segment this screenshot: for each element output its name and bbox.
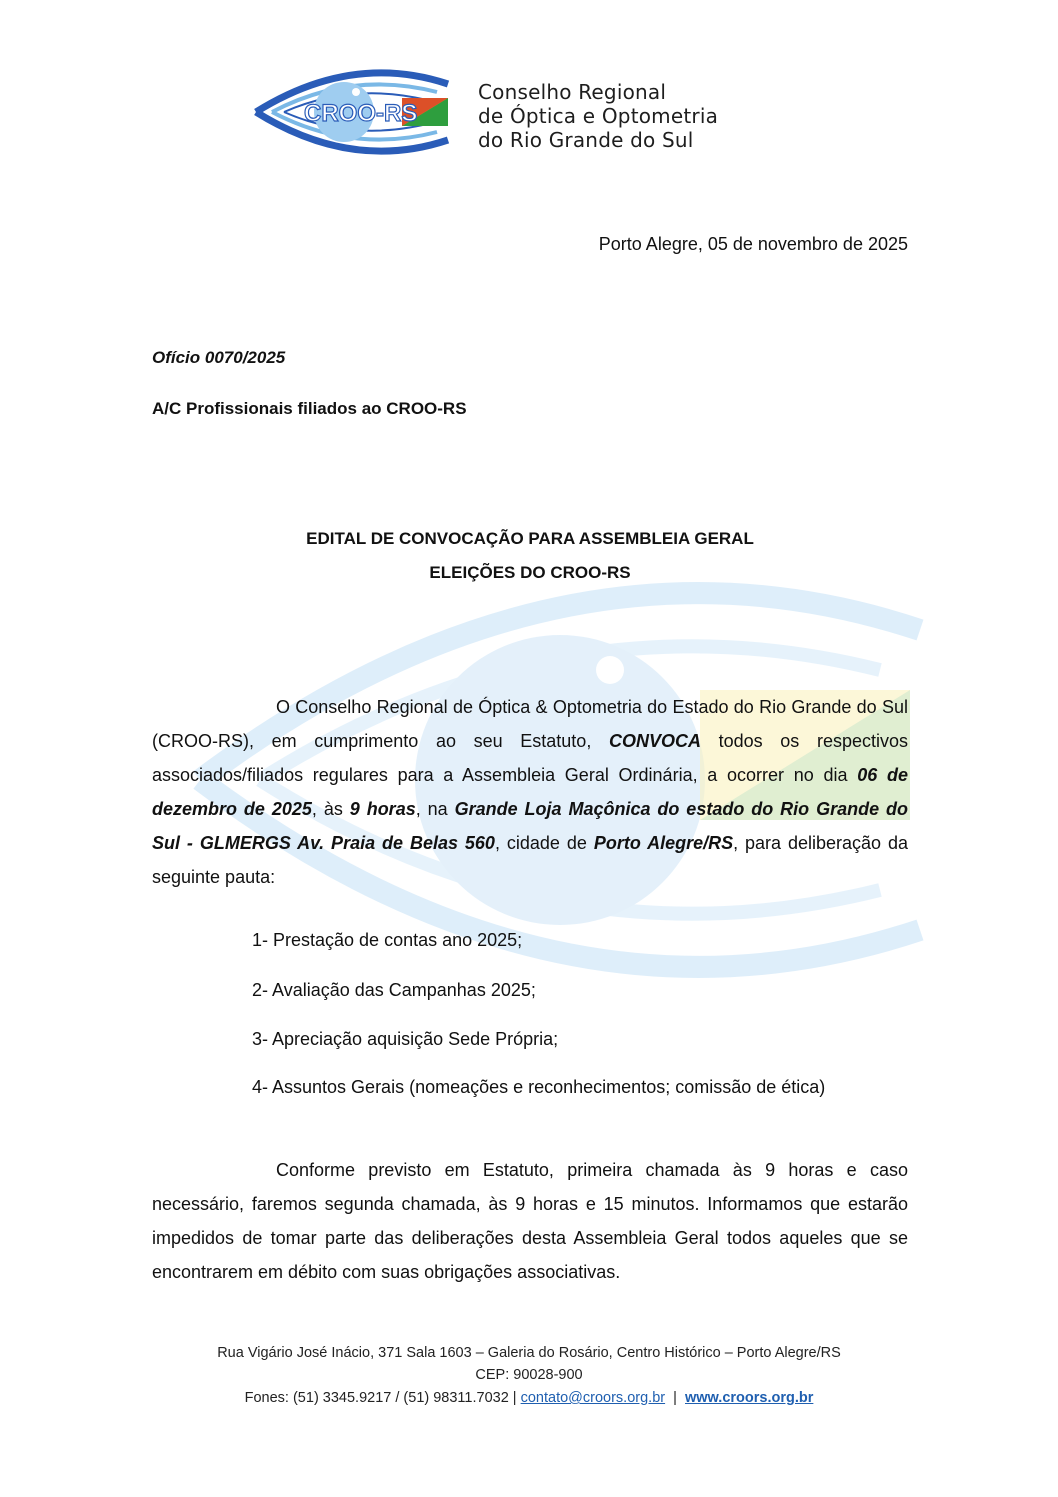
logo-text: CROO-RS [304, 100, 418, 127]
document-subtitle: ELEIÇÕES DO CROO-RS [429, 563, 631, 582]
convocation-paragraph [152, 690, 908, 894]
croo-rs-logo [252, 62, 457, 160]
agenda-item-2: 2- Avaliação das Campanhas 2025; [252, 980, 536, 1000]
p1-date: 06 de dezembro de 2025 [152, 765, 908, 819]
p1-text-6: , para deliberação da seguinte pauta: [152, 833, 909, 887]
oficio-number: Ofício 0070/2025 [152, 348, 286, 367]
p1-city: Porto Alegre/RS [593, 833, 734, 853]
website-link[interactable]: www.croors.org.br [685, 1390, 814, 1406]
organization-name [478, 80, 718, 152]
p1-time: 9 horas [349, 799, 416, 819]
org-name-line-3: do Rio Grande do Sul [478, 128, 694, 152]
p1-venue: Grande Loja Maçônica do estado do Rio Grande do Sul - GLMERGS Av. Praia de Belas 560 [152, 799, 908, 853]
recipient-line: A/C Profissionais filiados ao CROO-RS [152, 399, 467, 418]
org-name-line-1: Conselho Regional [478, 80, 667, 104]
org-name-line-2: de Óptica e Optometria [478, 104, 719, 128]
p1-text-3: , às [311, 799, 350, 819]
statute-paragraph: Conforme previsto em Estatuto, primeira chamada às 9 horas e caso necessário, faremos segunda chamada, às 9 horas e 15 minutos. Informamos que estarão impedidos de tomar parte das deliberações desta Assembleia Geral todos aqueles que se encontrarem em débito com suas obrigações associativas. [152, 1160, 908, 1282]
email-link[interactable]: contato@croors.org.br [520, 1390, 666, 1406]
p1-text-4: , na [415, 799, 455, 819]
agenda-item-1: 1- Prestação de contas ano 2025; [252, 930, 523, 950]
footer-address: Rua Vigário José Inácio, 371 Sala 1603 – Galeria do Rosário, Centro Histórico – Porto Alegre/RS [217, 1345, 841, 1361]
footer-contacts [0, 1390, 1058, 1406]
footer-cep: CEP: 90028-900 [475, 1367, 583, 1383]
document-title: EDITAL DE CONVOCAÇÃO PARA ASSEMBLEIA GERAL [306, 529, 754, 548]
p1-text-2: todos os respectivos associados/filiados regulares para a Assembleia Geral Ordinária, a ocorrer no dia [152, 731, 908, 785]
p1-convoca: CONVOCA [608, 731, 701, 751]
p1-text-1: O Conselho Regional de Óptica & Optometria do Estado do Rio Grande do Sul (CROO-RS), em cumprimento ao seu Estatuto, [152, 697, 908, 751]
agenda-item-4: 4- Assuntos Gerais (nomeações e reconhecimentos; comissão de ética) [252, 1077, 826, 1097]
footer-separator: | [673, 1390, 677, 1406]
footer-phones: Fones: (51) 3345.9217 / (51) 98311.7032 | [244, 1390, 517, 1406]
agenda-item-3: 3- Apreciação aquisição Sede Própria; [252, 1029, 559, 1049]
p1-text-5: , cidade de [494, 833, 594, 853]
document-date: Porto Alegre, 05 de novembro de 2025 [598, 234, 908, 254]
